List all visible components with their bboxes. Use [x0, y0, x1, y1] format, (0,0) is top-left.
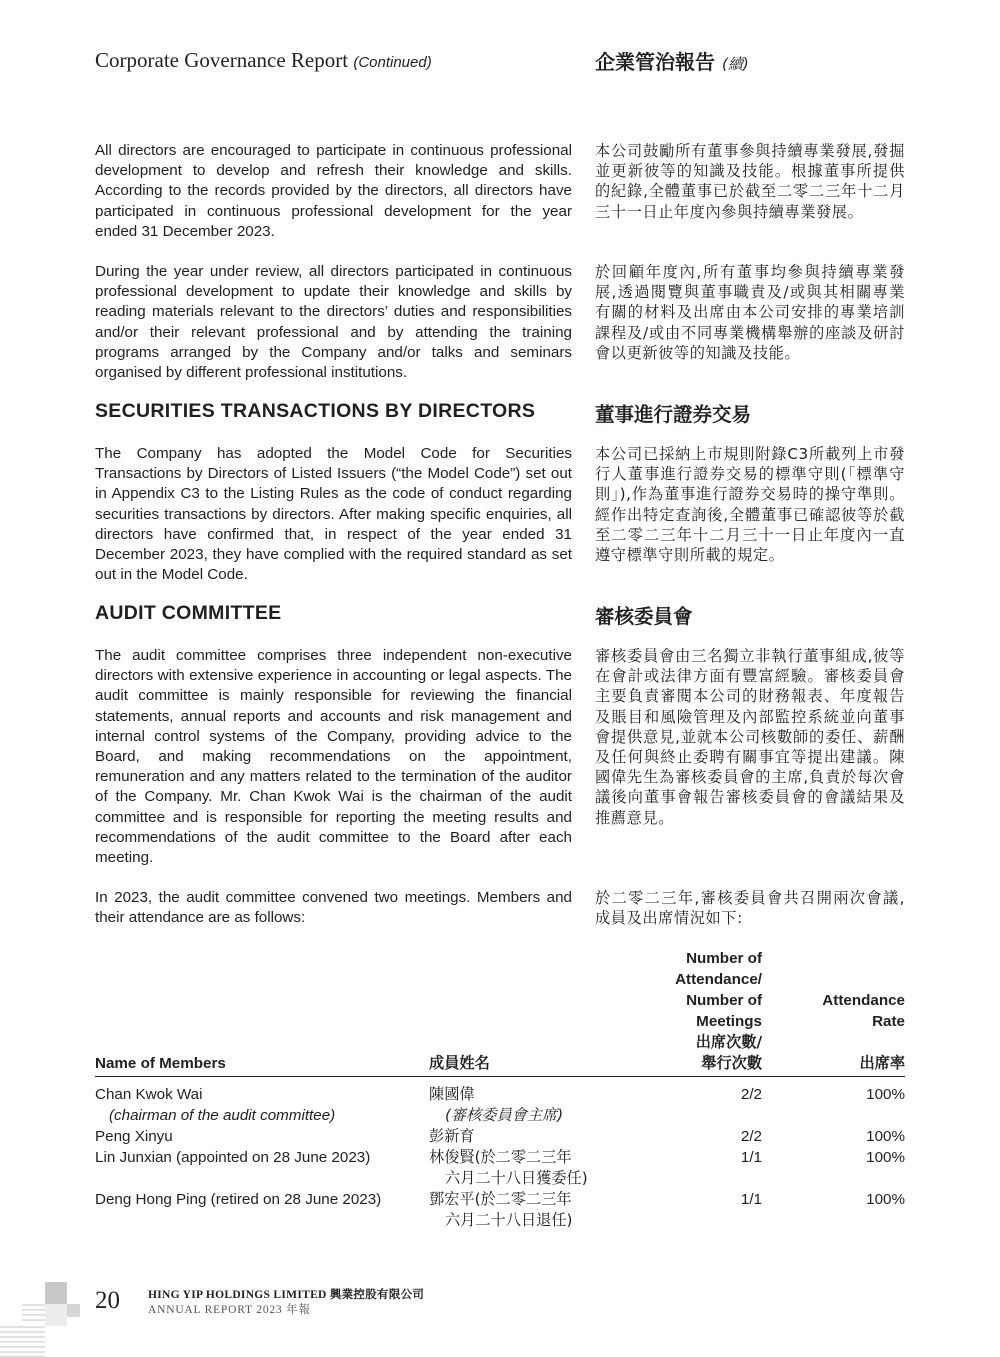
member-name: Deng Hong Ping (retired on 28 June 2023)	[95, 1191, 382, 1208]
member-name-zh: 鄧宏平(於二零二三年	[429, 1190, 572, 1208]
member-role-zh: (審核委員會主席)	[445, 1106, 564, 1124]
audit-paragraph-en: The audit committee comprises three independent non-executive directors with extensive experience in accounting or legal aspects. The audit committee is mainly responsible for reviewing the financial statements, annual reports and accounts and risk management and internal control systems of the Company, providing advice to the Board, and making recommendations on the appointment, remuneration and any matters related to the termination of the auditor of the Company. Mr. Chan Kwok Wai is the chairman of the audit committee and is responsible for reporting the meeting results and recommendations of the audit committee to the Board after each meeting.	[95, 647, 572, 867]
securities-paragraph-en: The Company has adopted the Model Code for Securities Transactions by Directors of Listed Issuers (“the Model Code”) set out in Appendix C3 to the Listing Rules as the code of conduct regarding securities transactions by directors. After making specific enquiries, all directors have confirmed that, in respect of the year ended 31 December 2023, they have complied with the required standard as set out in the Model Code.	[95, 445, 572, 584]
audit-heading-en: AUDIT COMMITTEE	[95, 602, 282, 624]
cpd-paragraph-en: All directors are encouraged to participate in continuous professional development to develop and refresh their knowledge and skills. According to the records provided by the directors, all directors have participated in continuous professional development for the year ended 31 December 2023.	[95, 142, 572, 240]
member-name-zh: 陳國偉	[429, 1085, 475, 1103]
header-continued-zh: (續)	[721, 55, 749, 73]
member-attendance: 2/2	[740, 1128, 762, 1145]
securities-heading-en: SECURITIES TRANSACTIONS BY DIRECTORS	[95, 400, 536, 422]
column-header-name: Name of Members	[95, 1055, 226, 1072]
footer-decoration	[0, 1280, 82, 1357]
member-rate: 100%	[866, 1128, 905, 1145]
securities-paragraph-zh: 本公司已採納上市規則附錄C3所載列上市發行人董事進行證券交易的標準守則(「標準守則」),作為董事進行證券交易時的操守準則。經作出特定查詢後,全體董事已確認彼等於截至二零二三年十二月三十一日止年度內一直遵守標準守則所載的規定。	[595, 445, 905, 565]
member-name: Peng Xinyu	[95, 1128, 173, 1145]
footer-company: HING YIP HOLDINGS LIMITED 興業控股有限公司	[148, 1289, 425, 1301]
column-header-rate-zh: 出席率	[859, 1054, 905, 1072]
securities-heading-zh: 董事進行證券交易	[595, 403, 752, 426]
member-attendance: 1/1	[740, 1149, 762, 1166]
audit-paragraph-zh: 審核委員會由三名獨立非執行董事組成,彼等在會計或法律方面有豐富經驗。審核委員會主要負責審閱本公司的財務報表、年度報告及賬目和風險管理及內部監控系統並向董事會提供意見,並就本公司核數師的委任、薪酬及任何與終止委聘有關事宜等提出建議。陳國偉先生為審核委員會的主席,負責於每次會議後向董事會報告審核委員會的會議結果及推薦意見。	[595, 647, 905, 827]
member-rate: 100%	[866, 1191, 905, 1208]
meetings-paragraph-zh: 於二零二三年,審核委員會共召開兩次會議,成員及出席情況如下:	[595, 889, 905, 928]
member-name: Chan Kwok Wai	[95, 1086, 203, 1103]
member-note-zh: 六月二十八日退任)	[445, 1211, 573, 1229]
member-name: Lin Junxian (appointed on 28 June 2023)	[95, 1149, 371, 1166]
member-attendance: 1/1	[740, 1191, 762, 1208]
review-paragraph-zh: 於回顧年度內,所有董事均參與持續專業發展,透過閱覽與董事職責及/或與其相關專業有關的材料及出席由本公司安排的專業培訓課程及/或由不同專業機構舉辦的座談及研討會以更新彼等的知識及技能。	[595, 263, 905, 362]
page-number: 20	[95, 1287, 120, 1314]
column-header-rate: Attendance Rate	[822, 992, 905, 1030]
meetings-paragraph-en: In 2023, the audit committee convened two meetings. Members and their attendance are as follows:	[95, 889, 572, 927]
cpd-paragraph-zh: 本公司鼓勵所有董事參與持續專業發展,發掘並更新彼等的知識及技能。根據董事所提供的紀錄,全體董事已於截至二零二三年十二月三十一日止年度內參與持續專業發展。	[595, 142, 905, 221]
member-rate: 100%	[866, 1086, 905, 1103]
table-header-rule	[95, 1076, 905, 1077]
page-header-zh	[595, 46, 749, 75]
audit-heading-zh: 審核委員會	[595, 605, 693, 628]
header-title-en: Corporate Governance Report	[95, 48, 349, 72]
footer-report: ANNUAL REPORT 2023 年報	[148, 1304, 311, 1316]
member-note-zh: 六月二十八日獲委任)	[445, 1169, 588, 1187]
member-role: (chairman of the audit committee)	[109, 1107, 336, 1124]
review-paragraph-en: During the year under review, all directors participated in continuous professional development to update their knowledge and skills by reading materials relevant to the directors’ duties and responsibilities and/or their relevant professional and by attending the training programs arranged by the Company and/or talks and seminars organised by different professional institutions.	[95, 263, 572, 382]
header-title-zh: 企業管治報告	[595, 50, 715, 74]
column-header-name-zh: 成員姓名	[429, 1054, 490, 1072]
member-name-zh: 林俊賢(於二零二三年	[429, 1148, 572, 1166]
page-header-en	[95, 48, 432, 73]
column-header-attendance: Number of Attendance/ Number of Meetings 出席次數/ 舉行次數	[675, 950, 762, 1072]
header-continued-en: (Continued)	[353, 54, 432, 71]
member-name-zh: 彭新育	[429, 1127, 475, 1145]
member-attendance: 2/2	[740, 1086, 762, 1103]
member-rate: 100%	[866, 1149, 905, 1166]
